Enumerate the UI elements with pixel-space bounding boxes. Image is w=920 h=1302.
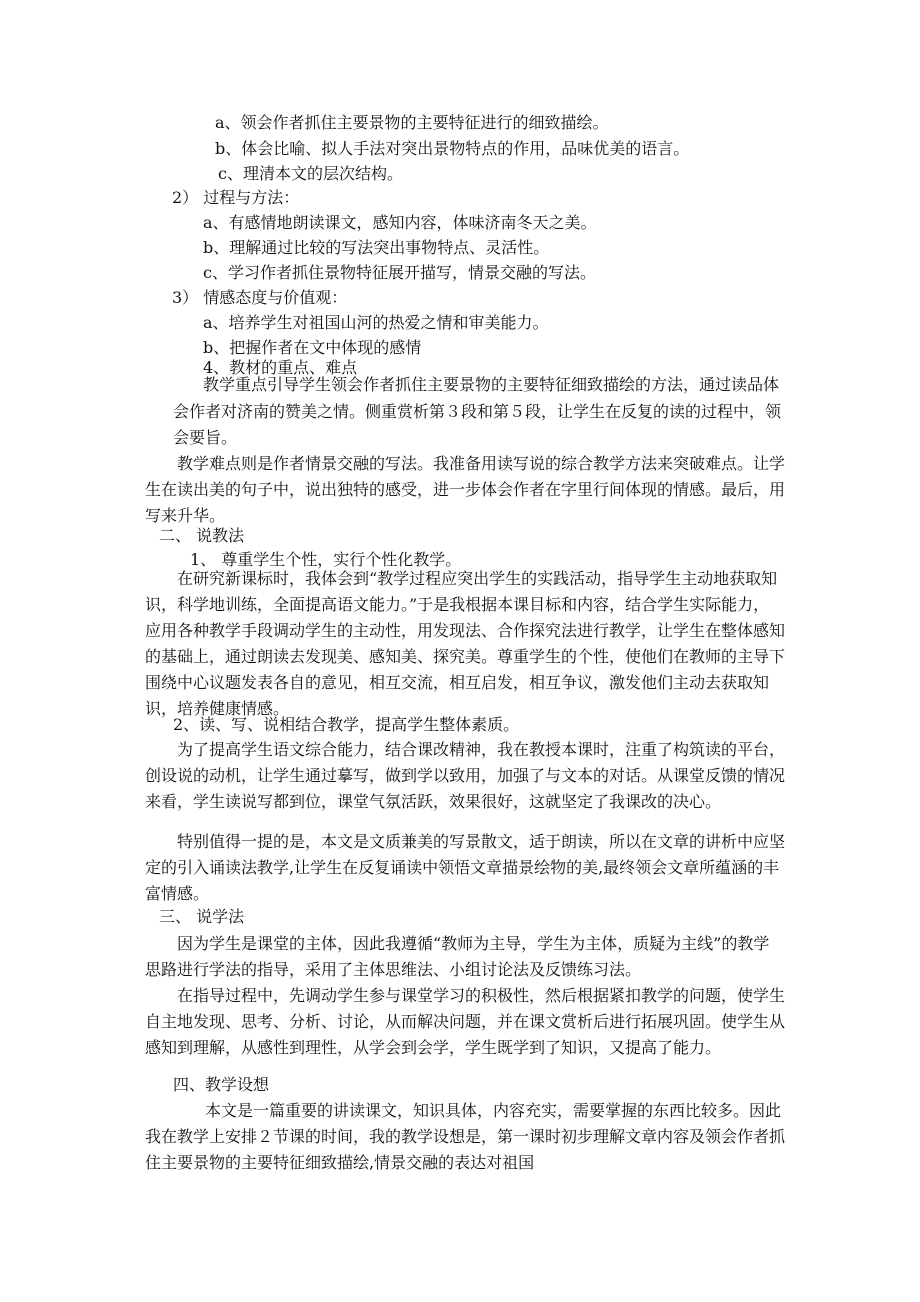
attitude-a: a、培养学生对祖国山河的热爱之情和审美能力。 (203, 313, 549, 332)
section-key-difficult-points: 4、教材的重点、难点 (203, 358, 358, 377)
difficult-points-paragraph: 教学难点则是作者情景交融的写法。我准备用读写说的综合教学方法来突破难点。让学生在读出美的句子中，说出独特的感受，进一步体会作者在字里行间体现的情感。最后，用写来升华。 (145, 454, 786, 525)
process-c: c、学习作者抓住景物特征展开描写，情景交融的写法。 (203, 263, 596, 282)
method-1-paragraph: 在研究新课标时，我体会到“教学过程应突出学生的实践活动，指导学生主动地获取知识，科学地训练，全面提高语文能力。”于是我根据本课目标和内容，结合学生实际能力，应用各种教学手段调动学生的主动性，用发现法、合作探究法进行教学，让学生在整体感知的基础上，通过朗读去发现美、感知美、探究美。尊重学生的个性，使他们在教师的主导下围绕中心议题发表各自的意见，相互交流，相互启发，相互争议，激发他们主动去获取知识，培养健康情感。 (145, 569, 786, 718)
learning-method-paragraph-2: 在指导过程中，先调动学生参与课堂学习的积极性，然后根据紧扣教学的问题，使学生自主地发现、思考、分析、讨论，从而解决问题，并在课文赏析后进行拓展巩固。使学生从感知到理解，从感性到理性，从学会到会学，学生既学到了知识，又提高了能力。 (145, 986, 786, 1057)
method-1-title: 1、 尊重学生个性，实行个性化教学。 (190, 550, 462, 569)
heading-learning-method: 三、 说学法 (159, 907, 245, 926)
section-attitude-values: 3） 情感态度与价值观： (172, 288, 348, 307)
key-points-paragraph: 教学重点引导学生领会作者抓住主要景物的主要特征细致描绘的方法，通过读品体会作者对济南的赞美之情。侧重赏析第３段和第５段，让学生在反复的读的过程中，领会要旨。 (173, 375, 782, 447)
method-2-paragraph: 为了提高学生语文综合能力，结合课改精神，我在教授本课时，注重了构筑读的平台，创设说的动机，让学生通过摹写，做到学以致用，加强了与文本的对话。从课堂反馈的情况来看，学生读说写都到位，课堂气氛活跃，效果很好，这就坚定了我课改的决心。 (145, 740, 786, 811)
heading-teaching-design: 四、教学设想 (173, 1075, 270, 1094)
attitude-b: b、把握作者在文中体现的感情 (203, 338, 422, 357)
objective-c: c、理清本文的层次结构。 (218, 164, 403, 183)
objective-b: b、体会比喻、拟人手法对突出景物特点的作用，品味优美的语言。 (215, 139, 690, 158)
teaching-design-paragraph: 本文是一篇重要的讲读课文，知识具体，内容充实，需要掌握的东西比较多。因此我在教学上安排２节课的时间，我的教学设想是，第一课时初步理解文章内容及领会作者抓住主要景物的主要特征细致描绘,情景交融的表达对祖国 (145, 1101, 786, 1172)
special-note-paragraph: 特别值得一提的是，本文是文质兼美的写景散文，适于朗读，所以在文章的讲析中应坚定的引入诵读法教学,让学生在反复诵读中领悟文章描景绘物的美,最终领会文章所蕴涵的丰富情感。 (145, 832, 786, 903)
section-process-method: 2） 过程与方法： (172, 188, 300, 207)
process-a: a、有感情地朗读课文，感知内容，体味济南冬天之美。 (203, 213, 597, 232)
method-2-title: 2、读、写、说相结合教学，提高学生整体素质。 (173, 715, 520, 734)
heading-teaching-method: 二、 说教法 (159, 526, 245, 545)
learning-method-paragraph-1: 因为学生是课堂的主体，因此我遵循“教师为主导，学生为主体，质疑为主线”的教学思路进行学法的指导，采用了主体思维法、小组讨论法及反馈练习法。 (145, 934, 770, 979)
process-b: b、理解通过比较的写法突出事物特点、灵活性。 (203, 238, 550, 257)
objective-a: a、领会作者抓住主要景物的主要特征进行的细致描绘。 (215, 113, 609, 132)
